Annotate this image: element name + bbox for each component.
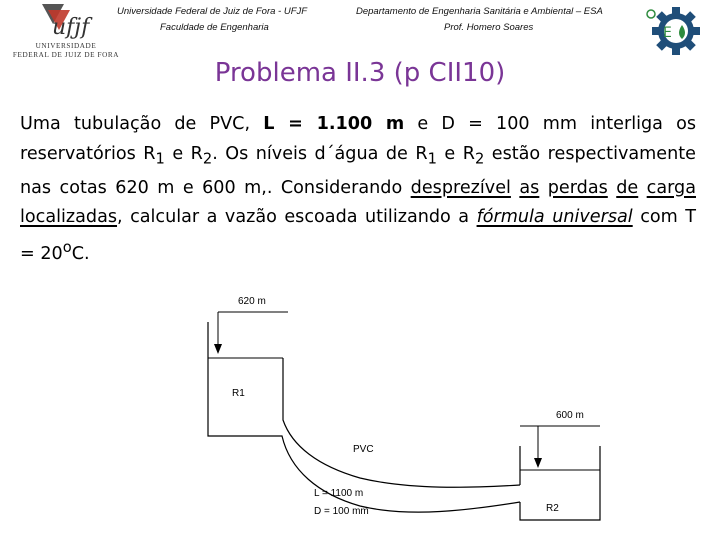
reservoir-diagram: [0, 280, 720, 540]
diameter-label: D = 100 mm: [314, 506, 369, 517]
text-run: e D = 100 mm interliga os reservatórios R: [20, 114, 697, 164]
level-600-label: 600 m: [556, 410, 584, 421]
logo-line-2: FEDERAL DE JUIZ DE FORA: [12, 50, 120, 59]
text-run: estão respectivamente nas cotas 620 m e 600 m,. Considerando: [20, 143, 696, 198]
text-run: e R: [444, 143, 475, 164]
text-run: e R: [172, 143, 203, 164]
underlined-word: localizadas: [20, 207, 118, 228]
subscript: 1: [155, 150, 165, 168]
subscript: 2: [474, 150, 485, 168]
text-run: C.: [71, 243, 90, 264]
text-run: Uma tubulação de PVC,: [20, 114, 251, 134]
underlined-word: desprezível: [410, 177, 511, 198]
r1-label: R1: [232, 388, 245, 399]
level-620-label: 620 m: [238, 296, 266, 307]
logo-caption: [10, 42, 122, 59]
underlined-formula: fórmula universal: [476, 207, 633, 228]
header-university: Universidade Federal de Juiz de Fora - UFJF: [117, 6, 308, 17]
header-professor: Prof. Homero Soares: [444, 22, 534, 33]
underlined-word: perdas: [547, 177, 608, 198]
problem-statement: [20, 110, 696, 269]
level-arrowhead-2: [534, 458, 542, 468]
esa-gear-icon: [643, 4, 701, 56]
logo-line-1: UNIVERSIDADE: [35, 42, 97, 50]
pvc-label: PVC: [353, 444, 374, 455]
underlined-word: de: [616, 177, 639, 198]
header-department: Departamento de Engenharia Sanitária e Ambiental – ESA: [356, 6, 603, 17]
r2-label: R2: [546, 503, 559, 514]
subscript: 2: [202, 150, 213, 168]
logo-mark: ufjf: [52, 15, 90, 40]
level-arrowhead-1: [214, 344, 222, 354]
reservoir-r2: [520, 446, 600, 520]
text-run: , calcular a vazão escoada utilizando a: [117, 207, 470, 228]
text-run: com T = 20: [20, 207, 696, 264]
underlined-word: as: [519, 177, 540, 198]
reservoir-r1-and-pipe-lower: [208, 322, 520, 512]
esa-letter: E: [663, 25, 672, 41]
page-title: Problema II.3 (p CII10): [214, 58, 506, 88]
superscript: o: [62, 238, 72, 256]
pipe-upper-wall: [283, 358, 520, 487]
text-run: . Os níveis d´água de R: [212, 143, 428, 164]
subscript: 1: [427, 150, 437, 168]
underlined-word: carga: [646, 177, 696, 198]
length-label: L = 1100 m: [314, 488, 364, 499]
length-bold: L = 1.100 m: [263, 114, 405, 134]
header-faculty: Faculdade de Engenharia: [160, 22, 269, 33]
